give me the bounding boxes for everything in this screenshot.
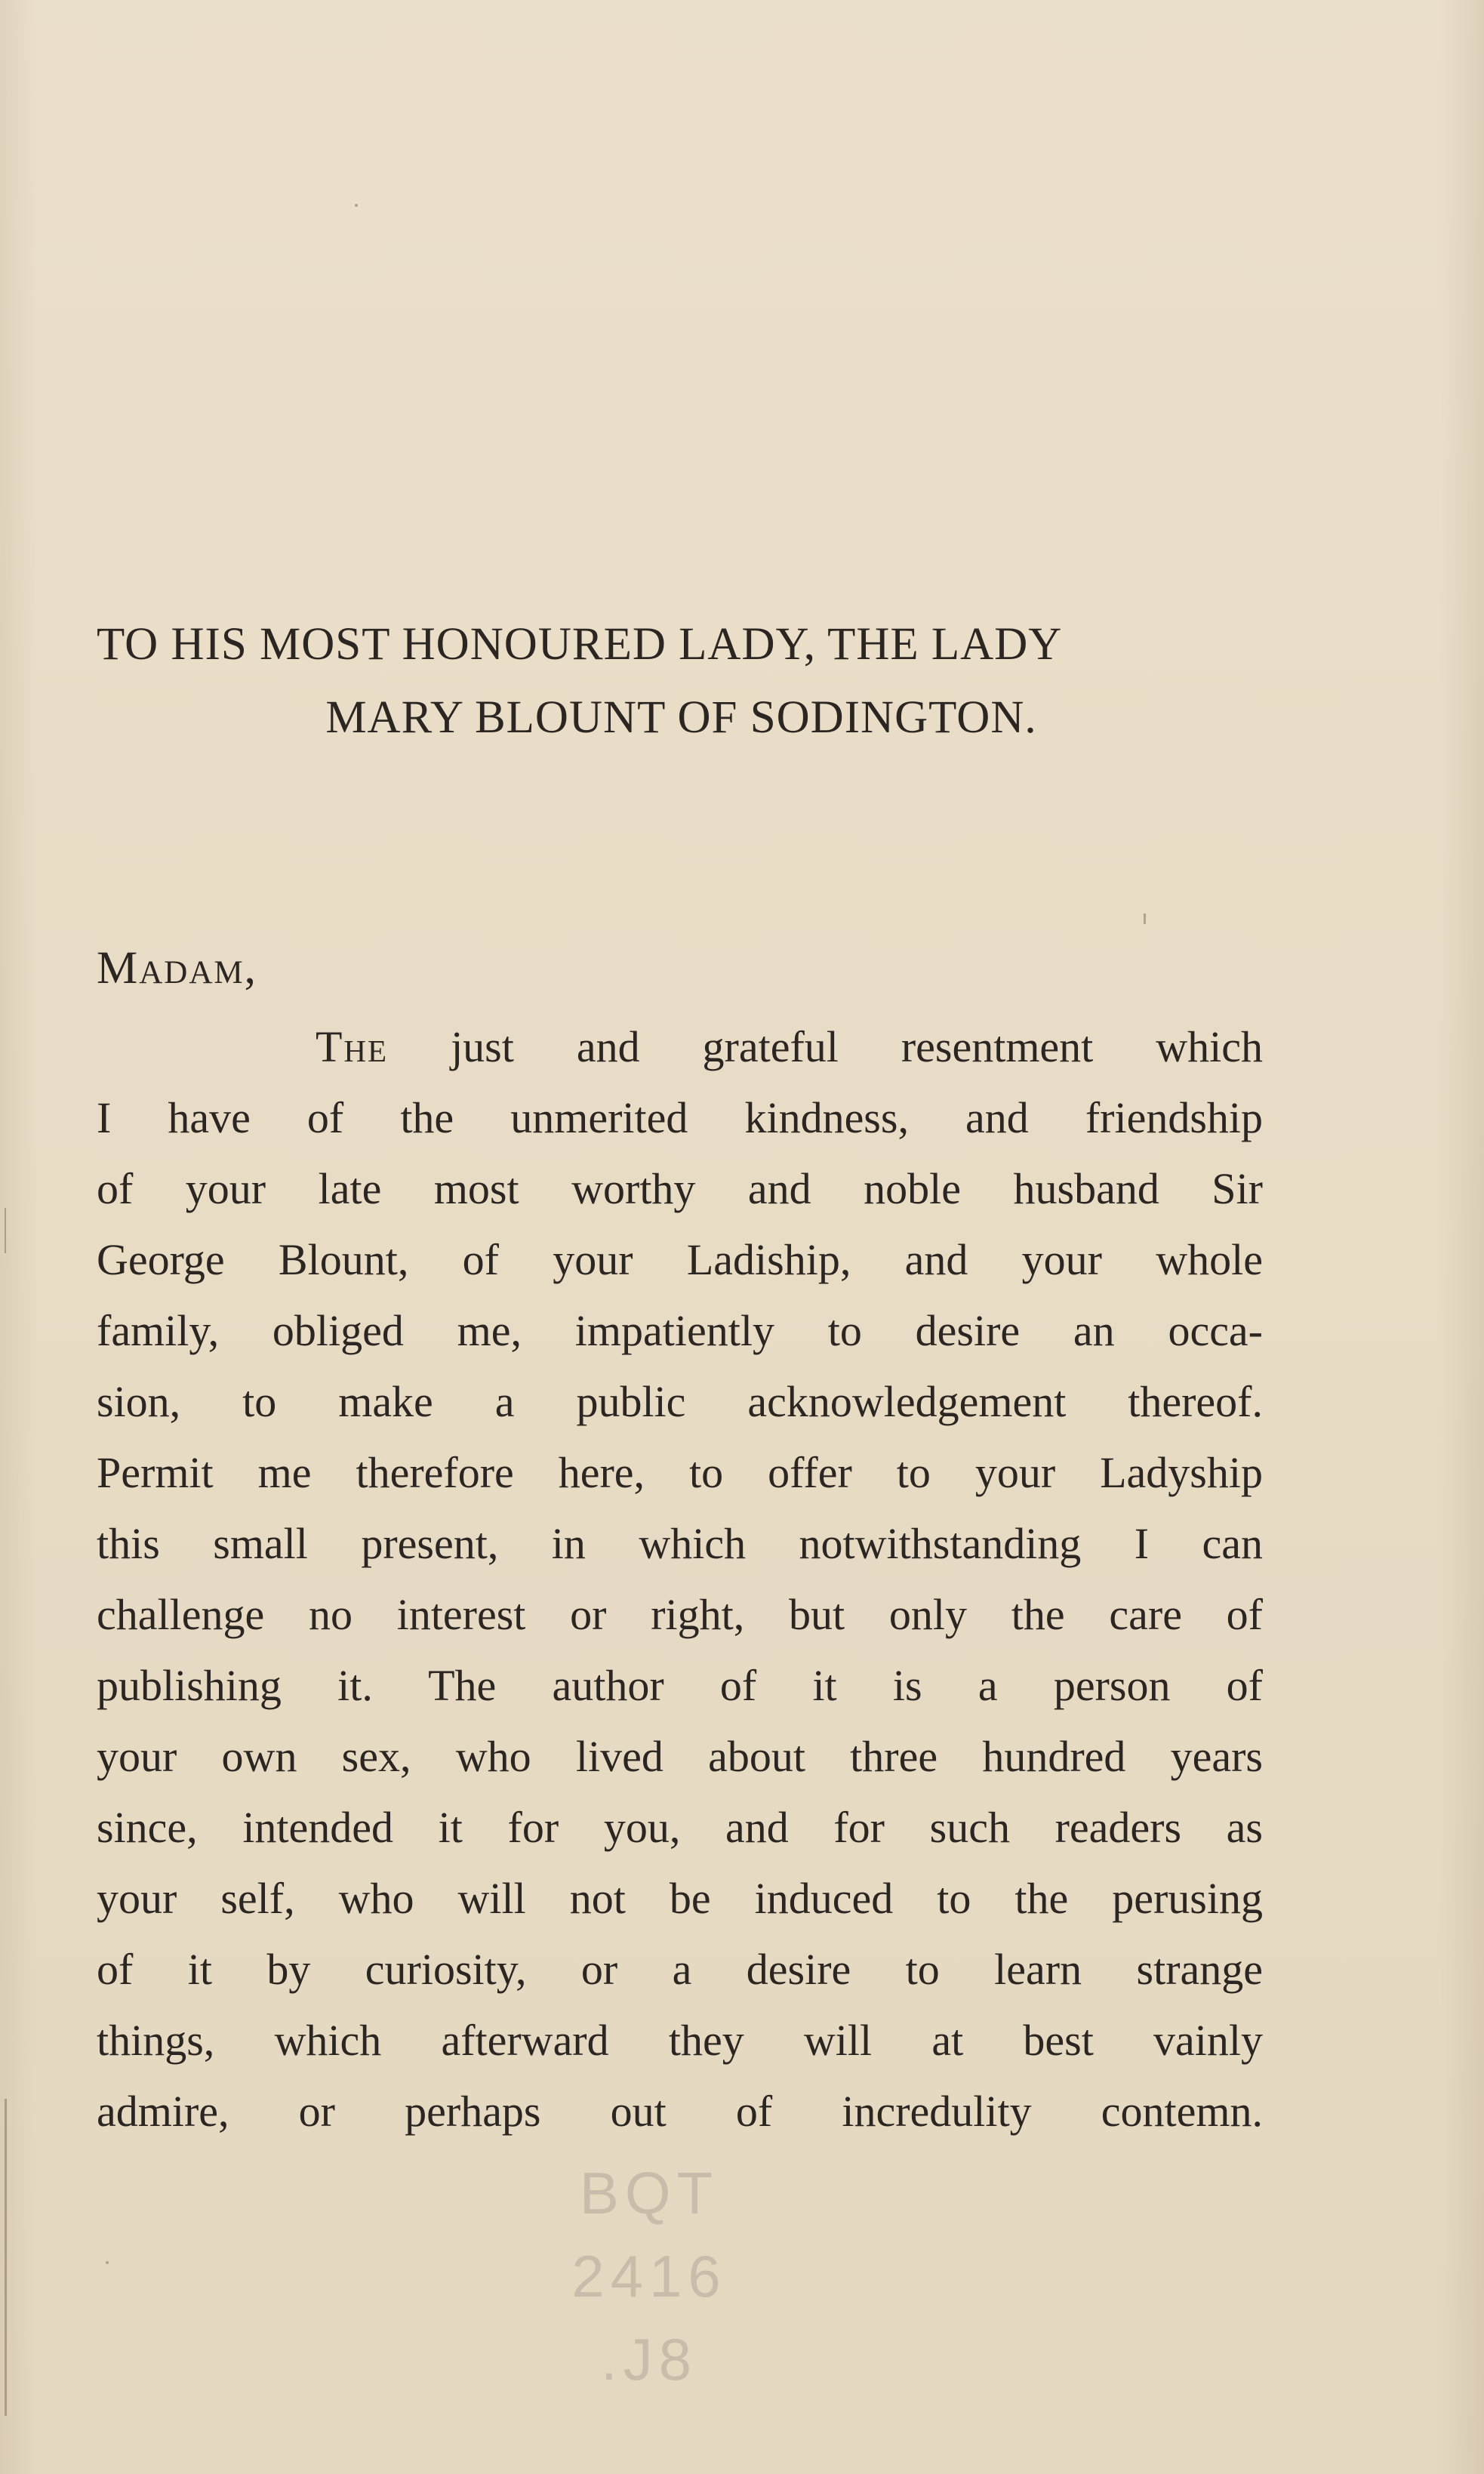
call-number-line-2: 2416	[571, 2243, 727, 2309]
body-line	[97, 1296, 1263, 1366]
body-line	[97, 2005, 1263, 2076]
call-number-line-3: .J8	[600, 2326, 698, 2392]
body-line-text: of your late most worthy and noble husband Sir	[97, 1164, 1263, 1213]
body-line	[97, 1579, 1263, 1650]
body-line	[97, 1508, 1263, 1579]
body-line	[97, 1083, 1263, 1154]
binding-edge-mark	[5, 1208, 6, 1253]
body-line	[97, 1437, 1263, 1508]
body-line-text: your own sex, who lived about three hundred years	[97, 1732, 1263, 1781]
body-line	[97, 1650, 1263, 1721]
call-number-line-1: BQT	[579, 2160, 719, 2226]
body-line	[97, 1934, 1263, 2005]
dedication-line-1: TO HIS MOST HONOURED LADY, THE LADY	[97, 619, 1063, 670]
body-line	[97, 1721, 1263, 1792]
body-paragraph	[97, 1012, 1263, 2147]
dedication-heading	[97, 608, 1263, 754]
body-line-text: challenge no interest or right, but only the care of	[97, 1590, 1263, 1639]
body-line-text: things, which afterward they will at best vainly	[97, 2016, 1263, 2065]
body-line	[97, 1154, 1263, 1225]
opening-word: The	[316, 1022, 389, 1071]
body-line	[97, 1863, 1263, 1934]
body-line-text: I have of the unmerited kindness, and friendship	[97, 1093, 1263, 1142]
body-line	[97, 1366, 1263, 1437]
body-line-text: your self, who will not be induced to the perusing	[97, 1874, 1263, 1923]
binding-edge-mark	[5, 2099, 7, 2416]
body-line-text: admire, or perhaps out of incredulity contemn.	[97, 2087, 1263, 2136]
paper-speck	[106, 2261, 109, 2264]
body-line	[97, 2076, 1263, 2147]
body-line-text: since, intended it for you, and for such readers as	[97, 1803, 1263, 1852]
paper-speck	[1144, 914, 1146, 924]
paper-speck	[355, 204, 358, 207]
body-line-text: of it by curiosity, or a desire to learn strange	[97, 1945, 1263, 1994]
body-line	[97, 1225, 1263, 1296]
body-line-text: publishing it. The author of it is a person of	[97, 1661, 1263, 1710]
body-line-text: Permit me therefore here, to offer to your Ladyship	[97, 1448, 1263, 1497]
body-line-text: just and grateful resentment which	[451, 1022, 1264, 1071]
body-line	[97, 1792, 1263, 1863]
dedication-line-2: MARY BLOUNT OF SODINGTON.	[325, 692, 1037, 743]
body-line-text: sion, to make a public acknowledgement thereof.	[97, 1377, 1263, 1426]
salutation: Madam,	[97, 943, 257, 994]
body-line-text: George Blount, of your Ladiship, and your whole	[97, 1235, 1263, 1284]
library-call-number-stamp	[528, 2152, 770, 2401]
body-line	[97, 1012, 1263, 1083]
body-line-text: this small present, in which notwithstanding I can	[97, 1519, 1263, 1568]
body-line-text: family, obliged me, impatiently to desire an occa-	[97, 1306, 1263, 1355]
